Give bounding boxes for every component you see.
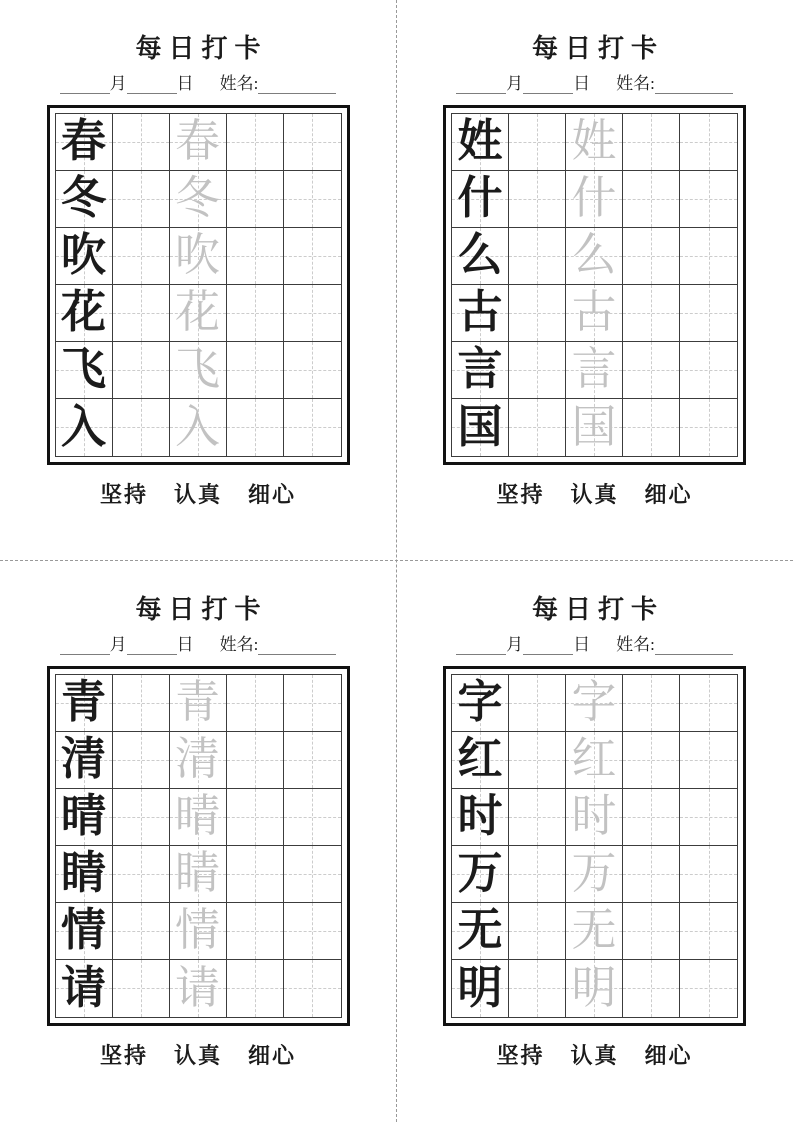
practice-cell (509, 342, 566, 399)
practice-grid-frame (47, 666, 350, 1026)
month-label: 月 (506, 635, 524, 654)
motto-word: 细心 (248, 481, 297, 507)
practice-cell (509, 789, 566, 846)
practice-cell (113, 285, 170, 342)
practice-cell (680, 789, 737, 846)
practice-cell (284, 285, 341, 342)
motto-word: 细心 (644, 481, 693, 507)
month-blank-line (456, 76, 506, 94)
vertical-cut-guide (396, 0, 397, 1122)
day-label: 日 (176, 74, 194, 93)
trace-character-cell (566, 399, 623, 456)
motto (100, 1039, 296, 1070)
trace-character-cell (170, 960, 227, 1017)
model-character-cell (56, 399, 113, 456)
practice-cell (284, 114, 341, 171)
motto-word: 认真 (570, 481, 619, 507)
card-title: 每日打卡 (135, 595, 268, 624)
trace-character: 春 (174, 116, 220, 167)
practice-card-top-left (0, 0, 396, 561)
practice-cell (623, 903, 680, 960)
trace-character-cell (566, 903, 623, 960)
day-blank-line (523, 76, 573, 94)
model-character-cell (56, 903, 113, 960)
date-name-line (456, 635, 733, 655)
model-character: 无 (457, 905, 503, 956)
model-character-cell (452, 228, 509, 285)
name-blank-line (258, 76, 336, 94)
trace-character: 花 (174, 287, 220, 338)
trace-character-cell (566, 342, 623, 399)
model-character-cell (452, 285, 509, 342)
day-blank-line (127, 76, 177, 94)
trace-character-cell (566, 171, 623, 228)
motto-word: 坚持 (99, 481, 148, 507)
practice-grid-frame (47, 105, 350, 465)
practice-cell (623, 960, 680, 1017)
practice-cell (227, 114, 284, 171)
model-character-cell (56, 114, 113, 171)
model-character-cell (56, 789, 113, 846)
practice-cell (509, 114, 566, 171)
trace-character-cell (170, 789, 227, 846)
trace-character: 什 (571, 173, 617, 224)
practice-cell (623, 846, 680, 903)
month-label: 月 (109, 635, 127, 654)
motto (496, 478, 692, 509)
practice-cell (227, 171, 284, 228)
practice-cell (680, 228, 737, 285)
model-character: 晴 (60, 791, 106, 842)
practice-cell (623, 732, 680, 789)
trace-character-cell (170, 228, 227, 285)
practice-grid (55, 674, 342, 1018)
practice-cell (623, 114, 680, 171)
model-character: 字 (457, 677, 503, 728)
practice-cell (623, 228, 680, 285)
practice-grid-frame (443, 105, 746, 465)
practice-card-bottom-left (0, 561, 396, 1122)
trace-character: 万 (571, 848, 617, 899)
day-label: 日 (573, 635, 591, 654)
trace-character-cell (566, 228, 623, 285)
model-character: 情 (60, 905, 106, 956)
trace-character-cell (566, 960, 623, 1017)
card-title: 每日打卡 (531, 595, 664, 624)
practice-grid (451, 674, 738, 1018)
practice-cell (509, 732, 566, 789)
practice-cell (227, 285, 284, 342)
trace-character: 无 (571, 905, 617, 956)
trace-character: 晴 (174, 791, 220, 842)
model-character: 清 (60, 734, 106, 785)
trace-character-cell (566, 114, 623, 171)
practice-cell (113, 228, 170, 285)
practice-cell (509, 903, 566, 960)
practice-cell (284, 732, 341, 789)
day-label: 日 (176, 635, 194, 654)
trace-character: 冬 (174, 173, 220, 224)
practice-cell (113, 846, 170, 903)
model-character-cell (56, 846, 113, 903)
trace-character: 字 (571, 677, 617, 728)
practice-cell (680, 960, 737, 1017)
model-character: 请 (60, 962, 106, 1013)
practice-cell (284, 342, 341, 399)
trace-character: 清 (174, 734, 220, 785)
model-character-cell (56, 228, 113, 285)
horizontal-cut-guide (0, 560, 793, 561)
name-blank-line (655, 76, 733, 94)
trace-character: 时 (571, 791, 617, 842)
practice-cell (623, 285, 680, 342)
model-character-cell (56, 285, 113, 342)
practice-cell (227, 228, 284, 285)
practice-grid (451, 113, 738, 457)
model-character: 睛 (60, 848, 106, 899)
name-blank-line (655, 637, 733, 655)
trace-character: 红 (571, 734, 617, 785)
practice-cell (284, 903, 341, 960)
practice-cell (227, 846, 284, 903)
practice-cell (284, 228, 341, 285)
practice-cell (227, 342, 284, 399)
name-blank-line (258, 637, 336, 655)
name-label: 姓名: (219, 635, 259, 654)
practice-cell (113, 675, 170, 732)
motto-word: 坚持 (496, 481, 545, 507)
trace-character-cell (170, 732, 227, 789)
practice-cell (623, 789, 680, 846)
model-character-cell (452, 960, 509, 1017)
trace-character: 青 (174, 677, 220, 728)
trace-character: 飞 (174, 344, 220, 395)
practice-cell (680, 342, 737, 399)
practice-grid-frame (443, 666, 746, 1026)
motto-word: 认真 (570, 1042, 619, 1068)
practice-cell (227, 960, 284, 1017)
model-character-cell (452, 399, 509, 456)
model-character: 红 (457, 734, 503, 785)
month-blank-line (456, 637, 506, 655)
practice-cell (680, 171, 737, 228)
model-character-cell (452, 732, 509, 789)
model-character: 春 (60, 116, 106, 167)
trace-character: 古 (571, 287, 617, 338)
motto-word: 坚持 (99, 1042, 148, 1068)
motto-word: 细心 (644, 1042, 693, 1068)
model-character: 时 (457, 791, 503, 842)
trace-character: 情 (174, 905, 220, 956)
motto-word: 认真 (173, 481, 222, 507)
trace-character-cell (170, 285, 227, 342)
practice-grid (55, 113, 342, 457)
practice-cell (623, 675, 680, 732)
practice-cell (284, 675, 341, 732)
month-blank-line (60, 76, 110, 94)
practice-card-bottom-right (396, 561, 793, 1122)
practice-cell (284, 399, 341, 456)
practice-cell (680, 114, 737, 171)
practice-cell (113, 732, 170, 789)
practice-cell (113, 960, 170, 1017)
trace-character-cell (170, 399, 227, 456)
trace-character: 请 (174, 962, 220, 1013)
month-label: 月 (506, 74, 524, 93)
practice-cell (227, 399, 284, 456)
practice-cell (680, 399, 737, 456)
trace-character: 么 (571, 230, 617, 281)
day-blank-line (523, 637, 573, 655)
practice-cell (284, 846, 341, 903)
practice-cell (113, 171, 170, 228)
practice-cell (227, 789, 284, 846)
model-character: 什 (457, 173, 503, 224)
model-character-cell (452, 114, 509, 171)
model-character: 姓 (457, 116, 503, 167)
trace-character-cell (170, 675, 227, 732)
practice-cell (623, 399, 680, 456)
model-character: 古 (457, 287, 503, 338)
model-character: 冬 (60, 173, 106, 224)
practice-cell (284, 960, 341, 1017)
model-character-cell (56, 342, 113, 399)
motto (496, 1039, 692, 1070)
month-blank-line (60, 637, 110, 655)
practice-cell (623, 342, 680, 399)
date-name-line (456, 74, 733, 94)
practice-cell (284, 789, 341, 846)
name-label: 姓名: (616, 635, 655, 654)
model-character: 青 (60, 677, 106, 728)
practice-cell (227, 903, 284, 960)
model-character: 入 (60, 401, 106, 452)
trace-character-cell (566, 732, 623, 789)
trace-character-cell (170, 342, 227, 399)
model-character-cell (452, 846, 509, 903)
model-character: 吹 (60, 230, 106, 281)
trace-character: 言 (571, 344, 617, 395)
motto-word: 细心 (248, 1042, 297, 1068)
card-title: 每日打卡 (531, 34, 664, 63)
practice-cell (509, 675, 566, 732)
model-character: 飞 (60, 344, 106, 395)
practice-card-top-right (396, 0, 793, 561)
model-character: 国 (457, 401, 503, 452)
trace-character: 吹 (174, 230, 220, 281)
practice-cell (680, 675, 737, 732)
model-character-cell (56, 732, 113, 789)
practice-cell (680, 846, 737, 903)
motto-word: 坚持 (496, 1042, 545, 1068)
practice-cell (509, 228, 566, 285)
model-character-cell (452, 789, 509, 846)
trace-character-cell (170, 903, 227, 960)
trace-character-cell (170, 114, 227, 171)
practice-cell (284, 171, 341, 228)
practice-cell (113, 789, 170, 846)
trace-character: 入 (174, 401, 220, 452)
trace-character-cell (566, 285, 623, 342)
model-character: 言 (457, 344, 503, 395)
date-name-line (60, 74, 337, 94)
practice-cell (509, 171, 566, 228)
practice-cell (113, 399, 170, 456)
practice-cell (113, 342, 170, 399)
practice-cell (509, 846, 566, 903)
trace-character-cell (566, 846, 623, 903)
practice-cell (680, 285, 737, 342)
practice-cell (680, 903, 737, 960)
practice-cell (227, 732, 284, 789)
model-character: 么 (457, 230, 503, 281)
day-blank-line (127, 637, 177, 655)
practice-cell (509, 960, 566, 1017)
model-character-cell (56, 675, 113, 732)
name-label: 姓名: (219, 74, 259, 93)
model-character: 明 (457, 962, 503, 1013)
practice-cell (113, 903, 170, 960)
practice-cell (509, 285, 566, 342)
trace-character: 国 (571, 401, 617, 452)
model-character-cell (452, 675, 509, 732)
trace-character-cell (170, 846, 227, 903)
practice-cell (623, 171, 680, 228)
model-character: 万 (457, 848, 503, 899)
model-character-cell (452, 342, 509, 399)
trace-character-cell (566, 789, 623, 846)
motto (100, 478, 296, 509)
trace-character: 姓 (571, 116, 617, 167)
name-label: 姓名: (616, 74, 655, 93)
practice-cell (113, 114, 170, 171)
trace-character: 明 (571, 962, 617, 1013)
model-character-cell (56, 171, 113, 228)
trace-character-cell (566, 675, 623, 732)
card-title: 每日打卡 (135, 34, 268, 63)
model-character: 花 (60, 287, 106, 338)
model-character-cell (56, 960, 113, 1017)
month-label: 月 (109, 74, 127, 93)
model-character-cell (452, 903, 509, 960)
trace-character-cell (170, 171, 227, 228)
practice-cell (509, 399, 566, 456)
practice-cell (680, 732, 737, 789)
date-name-line (60, 635, 337, 655)
model-character-cell (452, 171, 509, 228)
trace-character: 睛 (174, 848, 220, 899)
day-label: 日 (573, 74, 591, 93)
motto-word: 认真 (173, 1042, 222, 1068)
practice-cell (227, 675, 284, 732)
